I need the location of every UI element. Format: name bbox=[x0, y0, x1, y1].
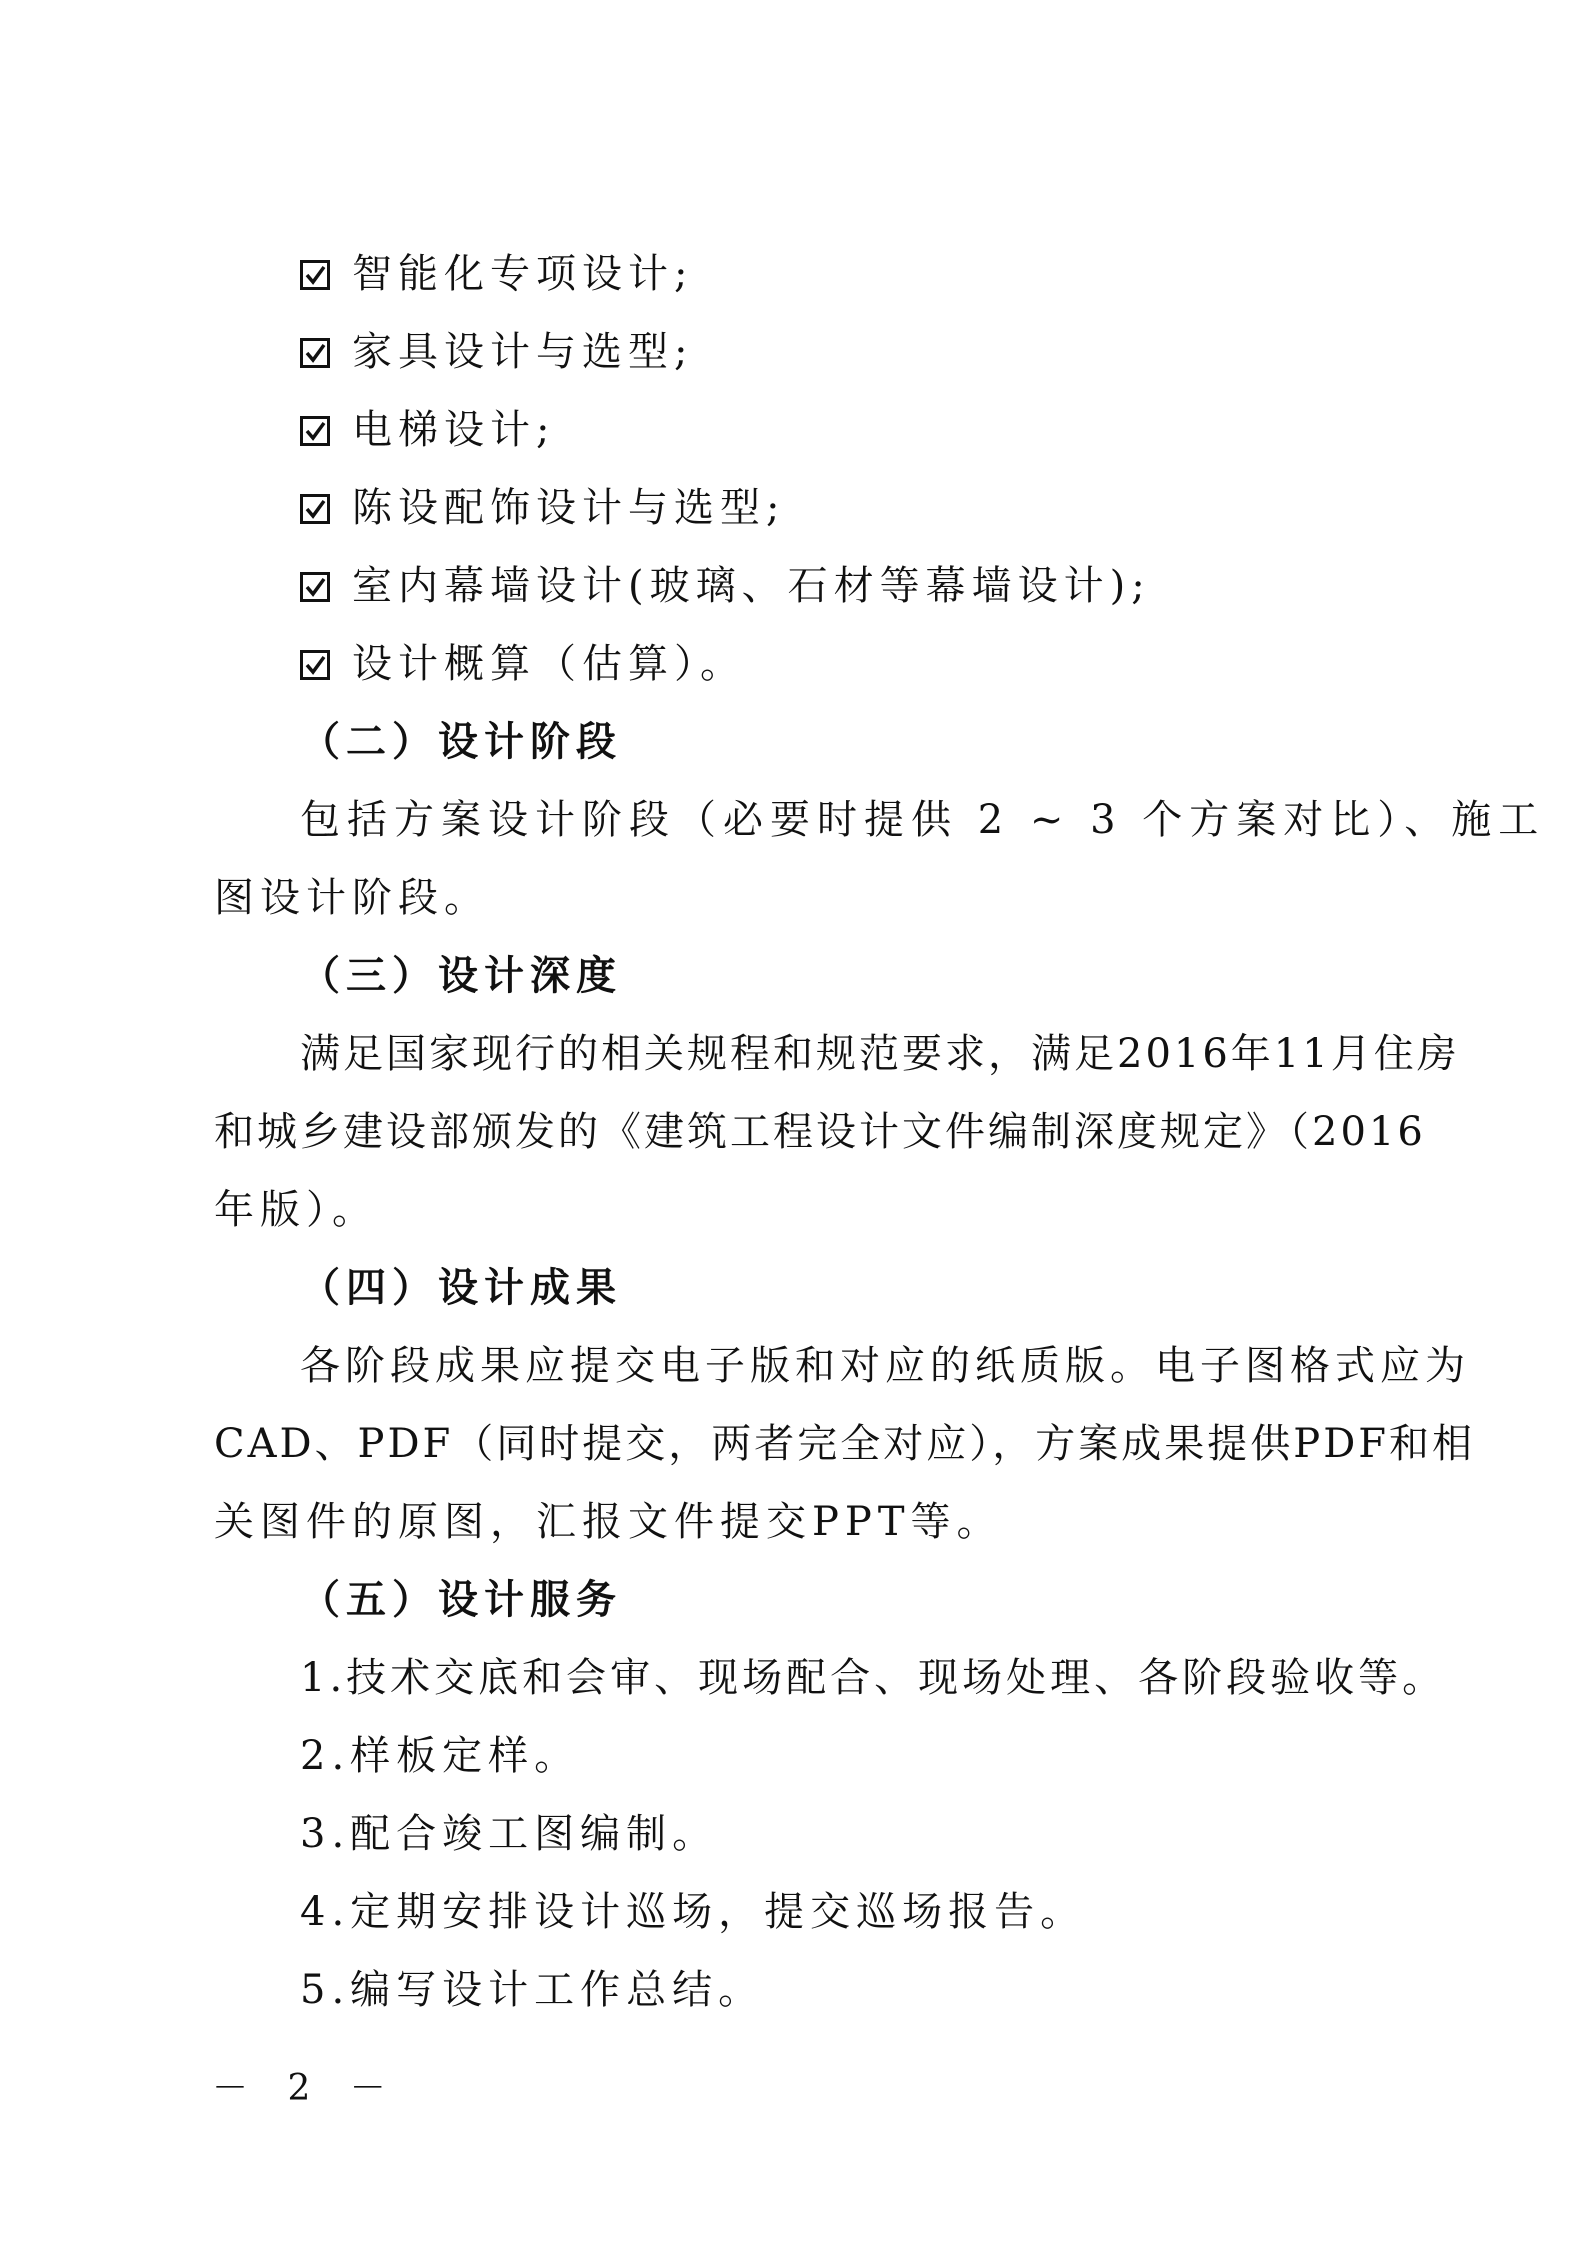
section-heading-depth: （三）设计深度 bbox=[300, 953, 622, 999]
paragraph-line: 满足国家现行的相关规程和规范要求，满足2016年11月住房 bbox=[300, 1031, 1460, 1077]
checklist-item bbox=[300, 246, 693, 302]
checked-box-icon bbox=[300, 494, 330, 524]
checked-box-icon bbox=[300, 416, 330, 446]
page-number: － 2 － bbox=[212, 2068, 400, 2109]
section-heading-deliverables: （四）设计成果 bbox=[300, 1265, 622, 1311]
checklist-item bbox=[300, 558, 1151, 614]
paragraph-line: 包括方案设计阶段（必要时提供 2 ~ 3 个方案对比）、施工 bbox=[300, 797, 1546, 843]
checked-box-icon bbox=[300, 338, 330, 368]
list-item: 4.定期安排设计巡场，提交巡场报告。 bbox=[300, 1889, 1087, 1935]
paragraph-line: 年版）。 bbox=[214, 1187, 378, 1233]
paragraph-line: 各阶段成果应提交电子版和对应的纸质版。电子图格式应为 bbox=[300, 1343, 1470, 1389]
checked-box-icon bbox=[300, 572, 330, 602]
checklist-item-label: 设计概算（估算）。 bbox=[352, 641, 746, 687]
checklist-item bbox=[300, 480, 785, 536]
list-item: 1.技术交底和会审、现场配合、现场处理、各阶段验收等。 bbox=[300, 1655, 1447, 1701]
checklist-item bbox=[300, 636, 746, 692]
checklist-item-label: 电梯设计; bbox=[352, 407, 556, 453]
checklist-item-label: 室内幕墙设计(玻璃、石材等幕墙设计); bbox=[352, 563, 1151, 609]
checklist-item bbox=[300, 324, 693, 380]
checklist-item bbox=[300, 402, 555, 458]
paragraph-line: 图设计阶段。 bbox=[214, 875, 490, 921]
paragraph-line: 关图件的原图，汇报文件提交PPT等。 bbox=[214, 1499, 1003, 1545]
checklist-item-label: 智能化专项设计; bbox=[352, 251, 694, 297]
list-item: 2.样板定样。 bbox=[300, 1733, 581, 1779]
list-item: 5.编写设计工作总结。 bbox=[300, 1967, 765, 2013]
section-heading-stage: （二）设计阶段 bbox=[300, 719, 622, 765]
paragraph-line: CAD、PDF（同时提交，两者完全对应），方案成果提供PDF和相 bbox=[214, 1421, 1476, 1467]
paragraph-line: 和城乡建设部颁发的《建筑工程设计文件编制深度规定》（2016 bbox=[214, 1109, 1426, 1155]
section-heading-services: （五）设计服务 bbox=[300, 1577, 622, 1623]
checklist-item-label: 陈设配饰设计与选型; bbox=[352, 485, 786, 531]
checked-box-icon bbox=[300, 260, 330, 290]
checklist-item-label: 家具设计与选型; bbox=[352, 329, 694, 375]
checked-box-icon bbox=[300, 650, 330, 680]
list-item: 3.配合竣工图编制。 bbox=[300, 1811, 719, 1857]
